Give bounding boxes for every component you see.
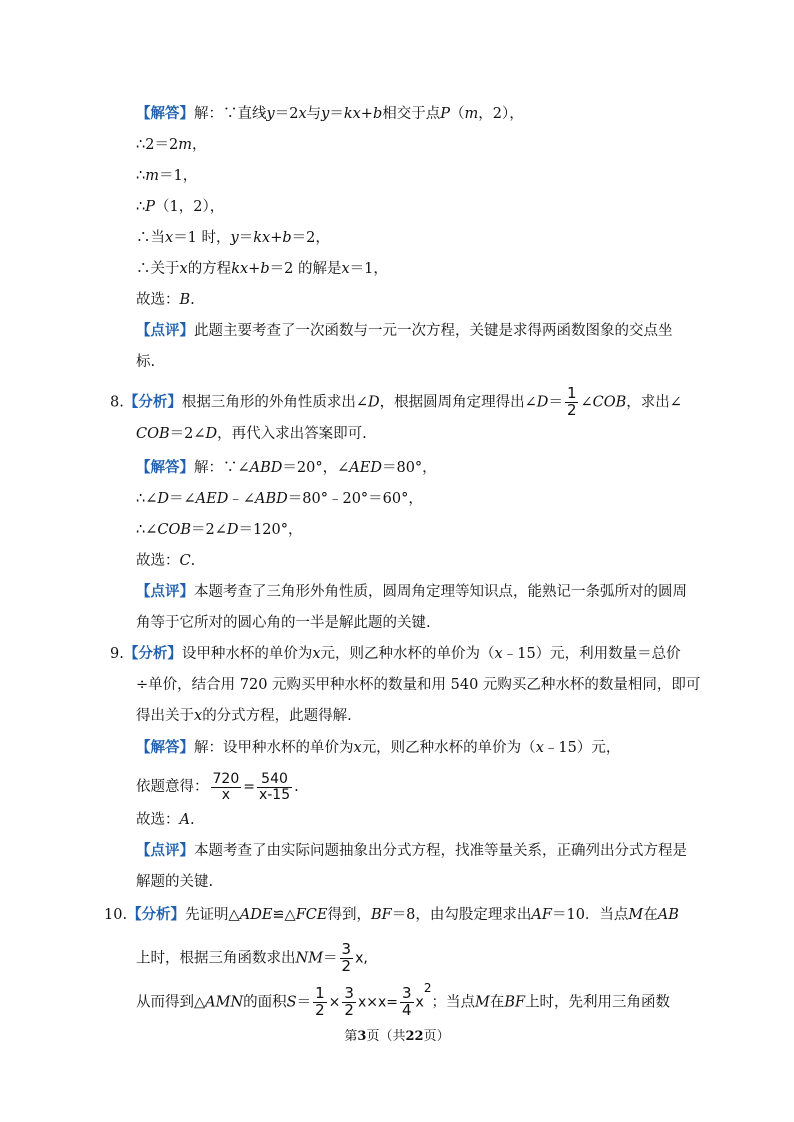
q9-analysis-line-2: ÷单价，结合用 720 元购买甲种水杯的数量和用 540 元购买乙种水杯的数量相同，即可	[136, 677, 701, 693]
q9-answer-line-1: 【解答】解：设甲种水杯的单价为x元，则乙种水杯的单价为（x﹣15）元，	[136, 739, 621, 756]
q7-comment-line-1: 【点评】此题主要考查了一次函数与一元一次方程，关键是求得两函数图象的交点坐	[136, 322, 673, 339]
q7-answer-line-6: ∴关于x的方程kx+b＝2 的解是x＝1，	[136, 261, 388, 277]
q9-comment-line-1: 【点评】本题考查了由实际问题抽象出分式方程，找准等量关系，正确列出分式方程是	[136, 842, 687, 859]
comment-tag: 【点评】	[136, 322, 194, 339]
q7-answer-line-4: ∴P（1，2），	[136, 199, 225, 215]
q8-answer-line-1: 【解答】解：∵∠ABD＝20°，∠AED＝80°，	[136, 459, 437, 476]
q9-answer-line-3: 故选：A.	[136, 812, 195, 828]
question-number: 8.	[110, 394, 124, 411]
fraction-three-quarters: $\frac{3}{4}$	[402, 984, 412, 1019]
answer-tag: 【解答】	[136, 105, 194, 122]
fraction-one-half: $\frac{1}{2}$	[566, 384, 577, 419]
q10-analysis-line-1: 10.【分析】先证明△ADE≌△FCE得到，BF＝8，由勾股定理求出AF＝10．当点M在AB	[104, 906, 679, 923]
q8-comment-line-1: 【点评】本题考查了三角形外角性质，圆周角定理等知识点，能熟记一条弧所对的圆周	[136, 583, 687, 600]
q7-answer-line-3: ∴m＝1，	[136, 168, 198, 184]
q7-answer-line-2: ∴2＝2m，	[136, 137, 207, 153]
q8-analysis-line-2: COB＝2∠D，再代入求出答案即可.	[136, 426, 367, 442]
q7-answer-line-7: 故选：B.	[136, 292, 195, 308]
page-number: 3	[357, 1029, 367, 1044]
q8-answer-line-3: ∴∠COB＝2∠D＝120°，	[136, 522, 303, 538]
q7-comment-line-2: 标.	[136, 354, 156, 370]
q10-analysis-line-3: 从而得到△AMN的面积S＝ $\frac{1}{2}$ × $\frac{3}{2}$ x×x= $\frac{3}{4}$ $x^2$；当点M在BF上时，先利用三角函数	[136, 981, 671, 1019]
total-pages: 22	[405, 1029, 424, 1044]
q7-answer-line-5: ∴当x＝1 时，y＝kx+b＝2，	[136, 230, 330, 246]
superscript-2: 2	[423, 981, 432, 996]
q9-comment-line-2: 解题的关键.	[136, 874, 214, 890]
q7-answer-line-1: 【解答】解：∵直线y＝2x与y＝kx+b相交于点P（m，2），	[136, 105, 524, 122]
fraction-540-over-x-minus-15: $\frac{540}{x-15}$	[258, 771, 291, 803]
analysis-tag: 【分析】	[123, 393, 182, 411]
fraction-one-half: $\frac{1}{2}$	[315, 984, 325, 1019]
q9-analysis-line-3: 得出关于x的分式方程，此题得解.	[136, 708, 352, 724]
q8-comment-line-2: 角等于它所对的圆心角的一半是解此题的关键.	[136, 615, 431, 631]
question-number: 9.	[110, 646, 124, 662]
fraction-three-halves: $\frac{3}{2}$	[344, 984, 354, 1019]
q8-analysis-line-1: 8.【分析】根据三角形的外角性质求出∠D，根据圆周角定理得出∠D＝ $\frac{1}{2}$ ∠COB，求出∠	[110, 384, 682, 419]
fraction-three-halves: $\frac{3}{2}$	[341, 940, 352, 975]
q9-analysis-line-1: 9.【分析】设甲种水杯的单价为x元，则乙种水杯的单价为（x﹣15）元，利用数量＝总价	[110, 645, 681, 662]
q9-answer-line-2: 依题意得： $\frac{720}{x}$ = $\frac{540}{x-15}$ .	[136, 771, 299, 803]
fraction-720-over-x: $\frac{720}{x}$	[212, 771, 240, 803]
question-number: 10.	[104, 907, 128, 923]
q8-answer-line-4: 故选：C.	[136, 553, 196, 569]
q10-analysis-line-2: 上时，根据三角函数求出NM＝ $\frac{3}{2}$ x,	[136, 940, 368, 975]
page-footer: 第3页（共22页）	[344, 1029, 450, 1044]
q8-answer-line-2: ∴∠D＝∠AED﹣∠ABD＝80°﹣20°＝60°，	[136, 491, 423, 507]
